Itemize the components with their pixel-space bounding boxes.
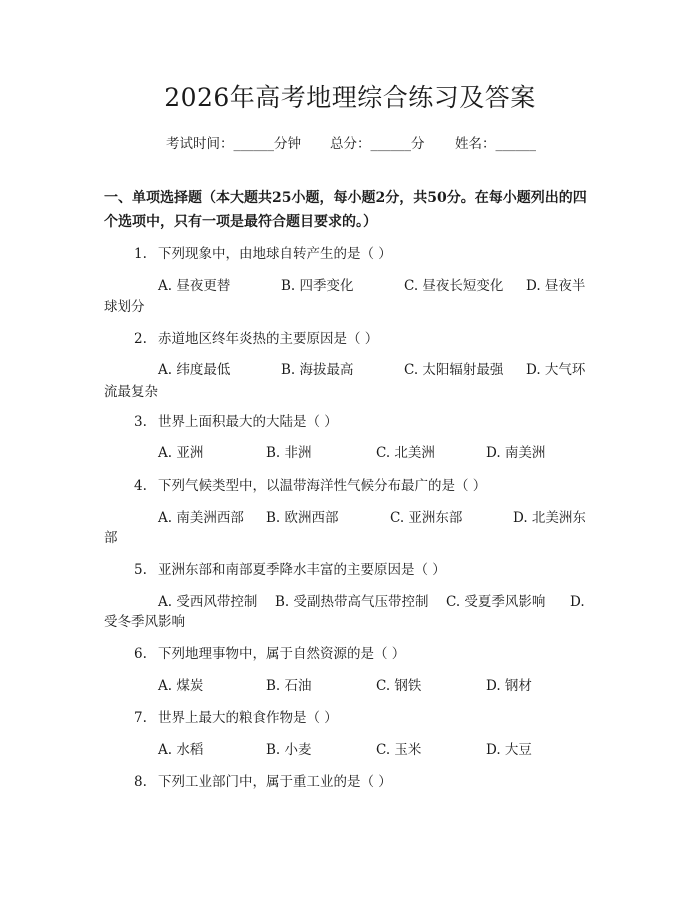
question-6-option-c: C. 钢铁	[376, 678, 422, 694]
question-2-option-b: B. 海拔最高	[281, 362, 354, 378]
question-4-option-b: B. 欧洲西部	[266, 510, 339, 526]
question-number: 3.	[134, 414, 147, 430]
question-4-option-d: D. 北美洲东	[513, 510, 586, 526]
question-stem: 下列现象中，由地球自转产生的是（ ）	[158, 246, 392, 262]
question-5-option-wrap: 受冬季风影响	[104, 614, 185, 630]
question-5-option-c: C. 受夏季风影响	[446, 594, 546, 610]
question-number: 7.	[134, 710, 147, 726]
question-2-option-wrap: 流最复杂	[104, 384, 158, 400]
question-stem: 世界上最大的粮食作物是（ ）	[158, 710, 338, 726]
question-2-option-d: D. 大气环	[526, 362, 586, 378]
question-7-option-b: B. 小麦	[266, 742, 312, 758]
page-title: 2026年高考地理综合练习及答案	[164, 83, 536, 112]
question-stem: 赤道地区终年炎热的主要原因是（ ）	[158, 331, 379, 347]
question-stem: 下列工业部门中，属于重工业的是（ ）	[158, 774, 392, 790]
question-6-option-b: B. 石油	[266, 678, 312, 694]
question-number: 6.	[134, 646, 147, 662]
question-1-option-d: D. 昼夜半	[526, 278, 586, 294]
question-stem: 亚洲东部和南部夏季降水丰富的主要原因是（ ）	[158, 562, 446, 578]
section-heading-line-2: 个选项中，只有一项是最符合题目要求的。）	[104, 214, 377, 230]
question-number: 2.	[134, 331, 147, 347]
question-4-option-c: C. 亚洲东部	[390, 510, 463, 526]
question-4-option-a: A. 南美洲西部	[158, 510, 244, 526]
total-score-field: 总分：______分	[330, 136, 425, 152]
exam-time-field: 考试时间：______分钟	[166, 136, 301, 152]
question-7-option-c: C. 玉米	[376, 742, 422, 758]
question-stem: 下列地理事物中，属于自然资源的是（ ）	[158, 646, 406, 662]
question-7-option-a: A. 水稻	[158, 742, 204, 758]
question-6-option-a: A. 煤炭	[158, 678, 204, 694]
question-7-option-d: D. 大豆	[486, 742, 532, 758]
question-5-option-d: D.	[570, 594, 585, 610]
question-stem: 下列气候类型中，以温带海洋性气候分布最广的是（ ）	[158, 478, 487, 494]
section-heading	[104, 186, 604, 234]
question-3-option-b: B. 非洲	[266, 445, 312, 461]
question-5-option-a: A. 受西风带控制	[158, 594, 258, 610]
question-1-option-a: A. 昼夜更替	[158, 278, 231, 294]
question-number: 8.	[134, 774, 147, 790]
question-3-option-d: D. 南美洲	[486, 445, 546, 461]
question-stem: 世界上面积最大的大陆是（ ）	[158, 414, 338, 430]
question-3-option-c: C. 北美洲	[376, 445, 435, 461]
question-5-option-b: B. 受副热带高气压带控制	[275, 594, 429, 610]
question-1-option-wrap: 球划分	[104, 299, 145, 315]
question-number: 4.	[134, 478, 147, 494]
question-4-option-wrap: 部	[104, 530, 118, 546]
question-number: 5.	[134, 562, 147, 578]
student-name-field: 姓名：______	[455, 136, 536, 152]
question-2-option-a: A. 纬度最低	[158, 362, 231, 378]
question-3-option-a: A. 亚洲	[158, 445, 204, 461]
question-6-option-d: D. 钢材	[486, 678, 532, 694]
question-1-option-b: B. 四季变化	[281, 278, 354, 294]
question-number: 1.	[134, 246, 147, 262]
question-2-option-c: C. 太阳辐射最强	[404, 362, 504, 378]
section-heading-line-1: 一、单项选择题（本大题共25小题，每小题2分，共50分。在每小题列出的四	[104, 190, 587, 206]
question-1-option-c: C. 昼夜长短变化	[404, 278, 504, 294]
